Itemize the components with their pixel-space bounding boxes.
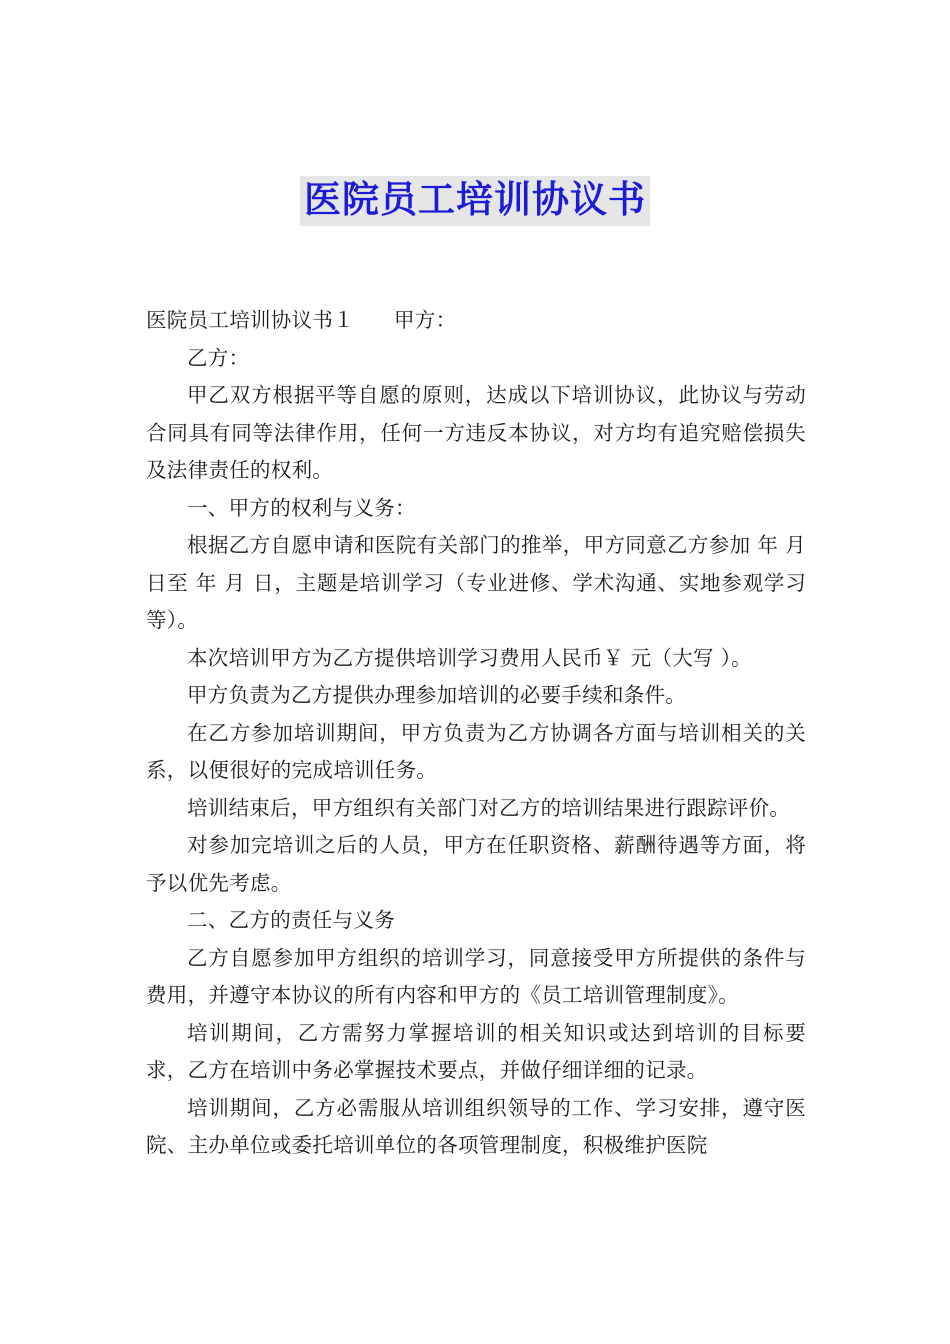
paragraph: 培训期间，乙方必需服从培训组织领导的工作、学习安排，遵守医院、主办单位或委托培训单位的各项管理制度，积极维护医院: [146, 1095, 806, 1157]
title-block: [0, 176, 950, 226]
document-title: 医院员工培训协议书: [300, 176, 650, 226]
paragraph: 乙方自愿参加甲方组织的培训学习，同意接受甲方所提供的条件与费用，并遵守本协议的所有内容和甲方的《员工培训管理制度》。: [146, 945, 806, 1007]
paragraph: 本次培训甲方为乙方提供培训学习费用人民币￥ 元（大写 ）。: [187, 645, 752, 670]
paragraph: 根据乙方自愿申请和医院有关部门的推举，甲方同意乙方参加 年 月 日至 年 月 日，主题是培训学习（专业进修、学术沟通、实地参观学习等）。: [146, 533, 806, 632]
section-heading: 二、乙方的责任与义务: [187, 908, 395, 932]
paragraph: 甲乙双方根据平等自愿的原则，达成以下培训协议，此协议与劳动合同具有同等法律作用，任何一方违反本协议，对方均有追究赔偿损失及法律责任的权利。: [146, 383, 806, 482]
paragraph: 在乙方参加培训期间，甲方负责为乙方协调各方面与培训相关的关系，以便很好的完成培训任务。: [146, 720, 806, 782]
document-body: [146, 302, 806, 1165]
opening-heading: 医院员工培训协议书１: [146, 308, 354, 332]
paragraph: 乙方：: [187, 345, 250, 370]
opening-line: [146, 302, 806, 340]
paragraph: 甲方负责为乙方提供办理参加培训的必要手续和条件。: [187, 683, 687, 707]
section-heading: 一、甲方的权利与义务：: [187, 495, 416, 520]
paragraph: 对参加完培训之后的人员，甲方在任职资格、薪酬待遇等方面，将予以优先考虑。: [146, 833, 806, 895]
party-a-label: 甲方：: [394, 308, 457, 332]
paragraph: 培训结束后，甲方组织有关部门对乙方的培训结果进行跟踪评价。: [187, 795, 791, 820]
paragraph: 培训期间，乙方需努力掌握培训的相关知识或达到培训的目标要求，乙方在培训中务必掌握技术要点，并做仔细详细的记录。: [146, 1020, 806, 1082]
